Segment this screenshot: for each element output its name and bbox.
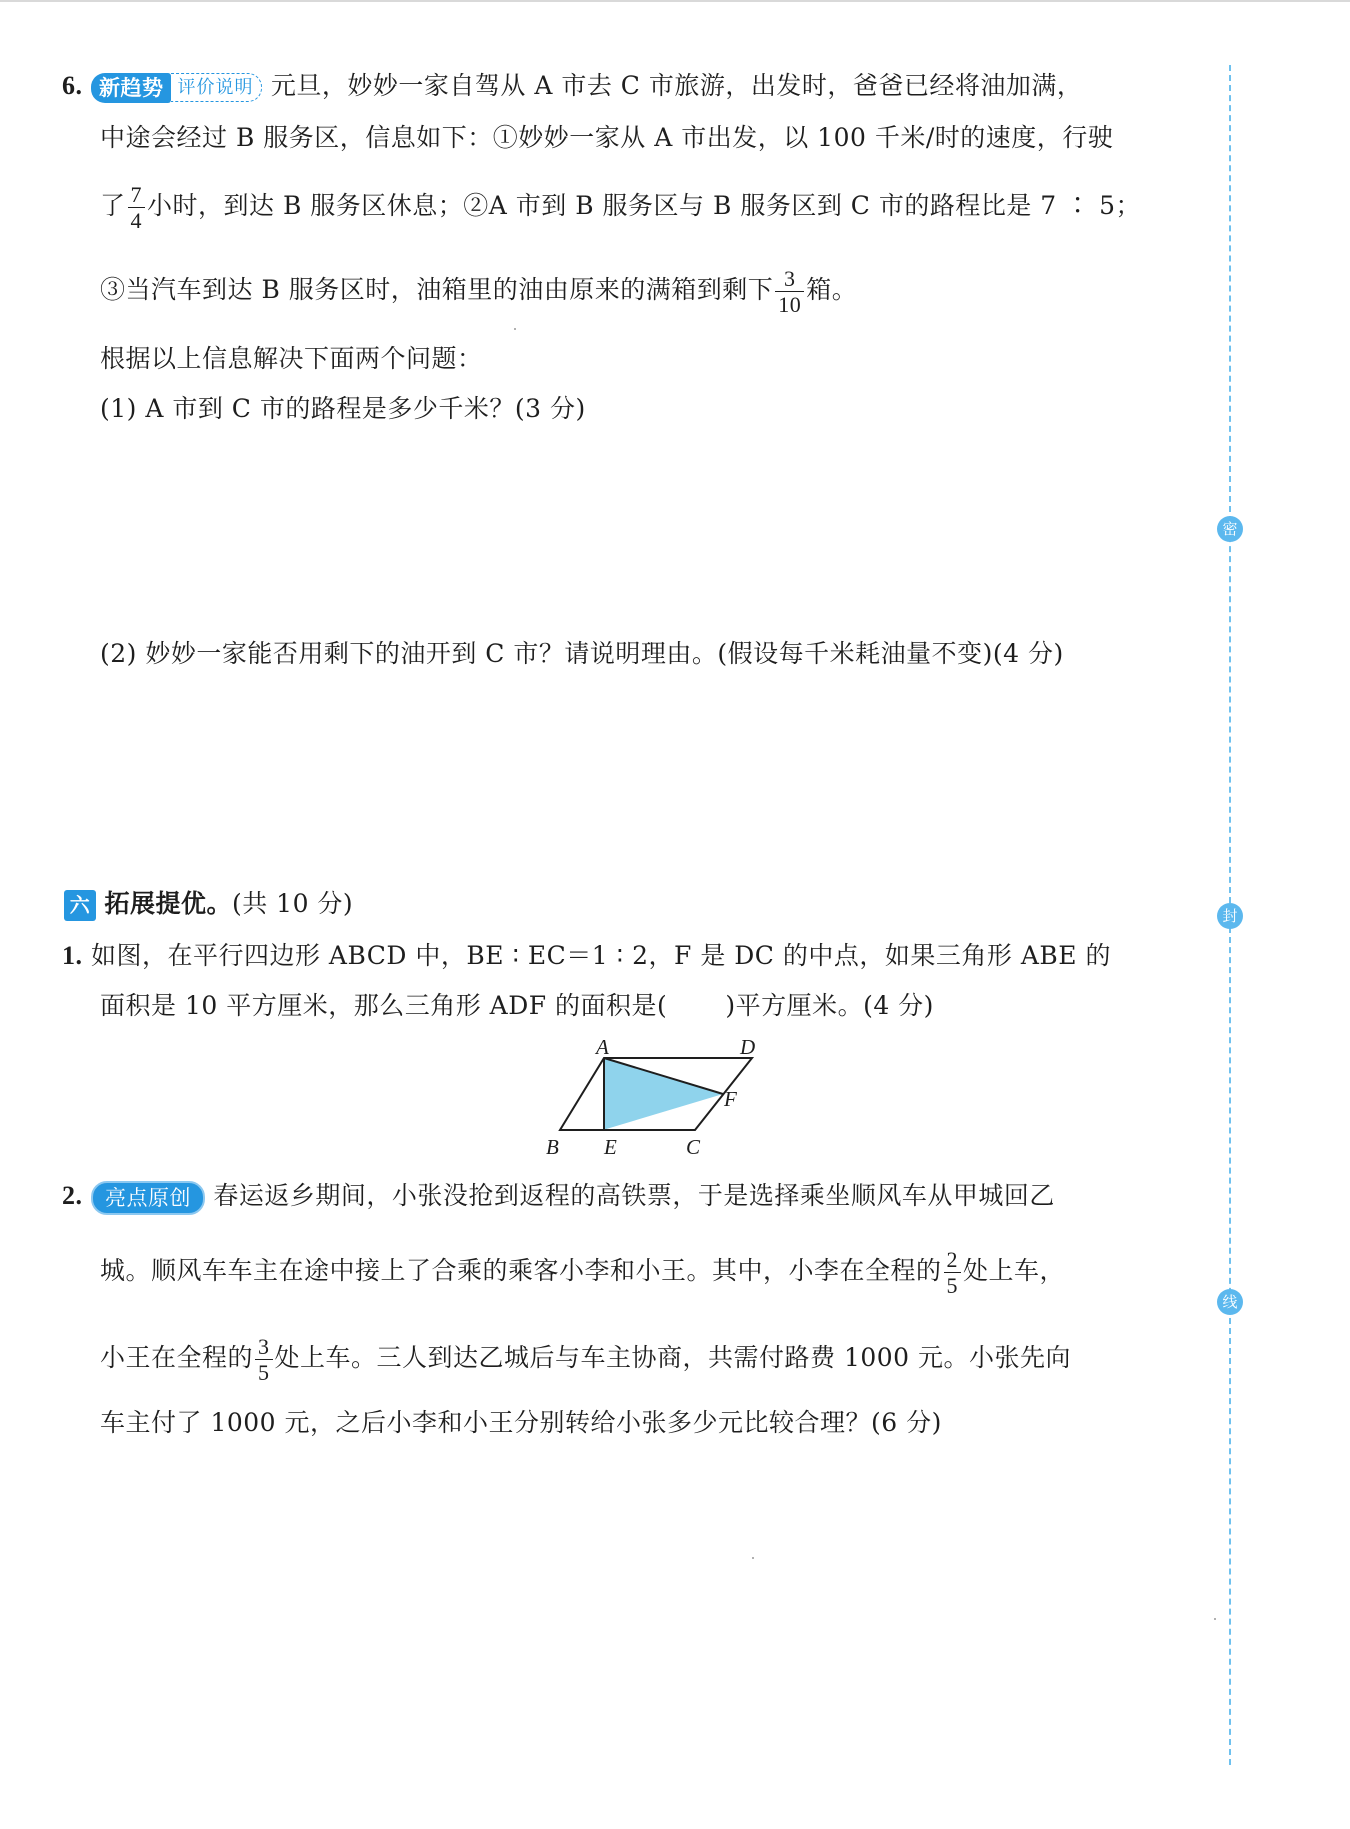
frac-denominator: 10: [778, 292, 802, 317]
q6-text-line1: 元旦，妙妙一家自驾从 A 市去 C 市旅游，出发时，爸爸已经将油加满，: [270, 71, 1083, 100]
q6-line1: [62, 66, 1082, 106]
section-6-score: (共 10 分): [231, 889, 354, 918]
frac-denominator: 4: [130, 208, 143, 233]
seal-mark-xian: 线: [1217, 1289, 1243, 1315]
p1-number: 1.: [62, 941, 83, 970]
label-b: B: [546, 1135, 559, 1159]
q6-line4-post: 箱。: [806, 275, 858, 304]
frac-numerator: 3: [775, 266, 804, 292]
frac-numerator: 3: [255, 1334, 273, 1360]
p2-fraction-3-5: [255, 1334, 273, 1385]
q6-text-line5: 根据以上信息解决下面两个问题：: [100, 344, 483, 373]
p2-fraction-2-5: [944, 1247, 962, 1298]
parallelogram-figure: [540, 1036, 770, 1161]
q6-subquestion-1: (1) A 市到 C 市的路程是多少千米？(3 分): [100, 394, 586, 423]
p2-number: 2.: [62, 1181, 83, 1210]
scan-speck: [752, 1557, 754, 1559]
frac-denominator: 5: [946, 1273, 959, 1298]
q6-number: 6.: [62, 71, 83, 100]
p1-line2-pre: 面积是 10 平方厘米，那么三角形 ADF 的面积是(: [100, 991, 668, 1020]
section-6-title: 拓展提优。: [104, 889, 232, 918]
frac-numerator: 2: [944, 1247, 962, 1273]
p1-line1: [62, 936, 1111, 976]
p2-line3-pre: 小王在全程的: [100, 1343, 254, 1372]
frac-numerator: 7: [128, 182, 146, 208]
q6-line3: [100, 182, 1141, 233]
section-6-badge: 六: [64, 890, 96, 921]
p1-text-line1: 如图，在平行四边形 ABCD 中，BE ∶ EC＝1 ∶ 2，F 是 DC 的中点，如果三角形 ABE 的: [90, 941, 1111, 970]
q6-line4: [100, 266, 857, 317]
label-e: E: [604, 1135, 617, 1159]
label-c: C: [686, 1135, 701, 1159]
q6-line4-pre: ③当汽车到达 B 服务区时，油箱里的油由原来的满箱到剩下: [100, 275, 774, 304]
page-top-edge: [0, 0, 1350, 2]
section-6-header: [64, 884, 353, 924]
p2-line2: [100, 1247, 1065, 1298]
p1-line2: [100, 986, 934, 1026]
q6-fraction-3-10: [775, 266, 804, 317]
p2-text-line4: 车主付了 1000 元，之后小李和小王分别转给小张多少元比较合理？(6 分): [100, 1408, 942, 1437]
q6-fraction-7-4: [128, 182, 146, 233]
p1-line2-post: )平方厘米。(4 分): [725, 991, 934, 1020]
p2-line3: [100, 1334, 1071, 1385]
q6-subquestion-2: (2) 妙妙一家能否用剩下的油开到 C 市？请说明理由。(假设每千米耗油量不变)(4 分): [100, 639, 1064, 668]
shaded-triangle-adf: [603, 1058, 723, 1130]
q6-line3-pre: 了: [100, 191, 126, 220]
seal-mark-feng: 封: [1217, 903, 1243, 929]
label-f: F: [724, 1087, 737, 1111]
label-a: A: [596, 1036, 609, 1059]
p2-line3-post: 处上车。三人到达乙城后与车主协商，共需付路费 1000 元。小张先向: [274, 1343, 1072, 1372]
label-d: D: [740, 1036, 756, 1059]
p2-line1: [62, 1176, 1055, 1216]
q6-text-line2: 中途会经过 B 服务区，信息如下：①妙妙一家从 A 市出发，以 100 千米/时的速度，行驶: [100, 123, 1114, 152]
scan-speck: [514, 328, 516, 330]
p2-line2-post: 处上车，: [963, 1256, 1066, 1285]
p2-line2-pre: 城。顺风车车主在途中接上了合乘的乘客小李和小王。其中，小李在全程的: [100, 1256, 942, 1285]
q6-badge-eval: 评价说明: [171, 73, 262, 102]
scan-speck: [1214, 1618, 1216, 1620]
frac-denominator: 5: [258, 1360, 270, 1385]
q6-line3-post: 小时，到达 B 服务区休息；②A 市到 B 服务区与 B 服务区到 C 市的路程比是 7 ∶ 5；: [147, 191, 1141, 220]
seal-mark-mi: 密: [1217, 516, 1243, 542]
q6-badge-trend: 新趋势: [91, 73, 172, 103]
p2-text-line1: 春运返乡期间，小张没抢到返程的高铁票，于是选择乘坐顺风车从甲城回乙: [213, 1181, 1055, 1210]
p2-badge-original: 亮点原创: [91, 1181, 205, 1215]
